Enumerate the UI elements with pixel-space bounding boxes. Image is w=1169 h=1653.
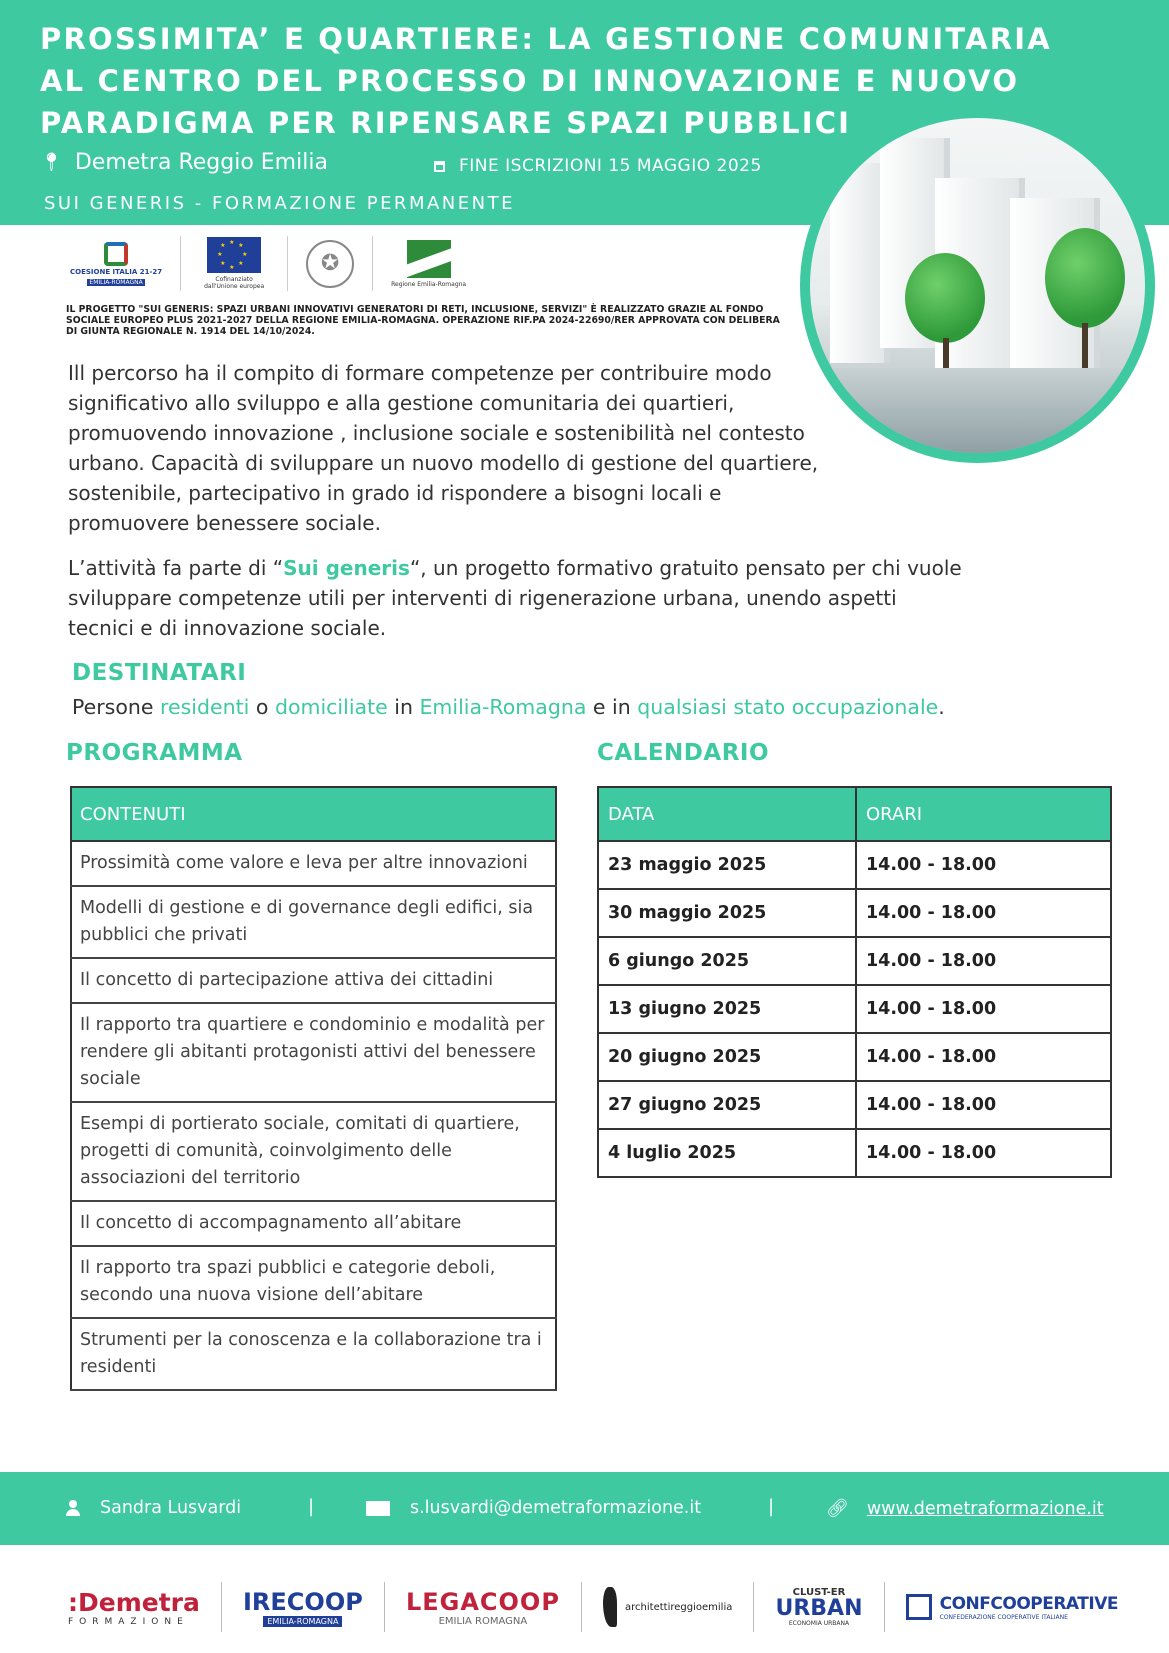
table-header: ORARI (856, 787, 1111, 841)
deadline-label: FINE ISCRIZIONI 15 MAGGIO 2025 (459, 156, 762, 176)
legacoop-logo: LEGACOOP EMILIA ROMAGNA (405, 1587, 560, 1627)
registration-deadline (434, 156, 762, 176)
table-row: Il concetto di accompagnamento all’abitare (71, 1201, 556, 1246)
demetra-logo: :Demetra FORMAZIONE (68, 1587, 200, 1627)
divider: | (768, 1496, 775, 1517)
table-row: Il rapporto tra spazi pubblici e categorie deboli, secondo una nuova visione dell’abitare (71, 1246, 556, 1318)
star-emblem-icon: ✪ (306, 240, 354, 288)
irecoop-logo: IRECOOP EMILIA-ROMAGNA (243, 1587, 363, 1626)
funding-disclaimer: IL PROGETTO "SUI GENERIS: SPAZI URBANI INNOVATIVI GENERATORI DI RETI, INCLUSIONE, SERVIZI" È REALIZZATO GRAZIE AL FONDO SOCIALE EUROPEO PLUS 2021-2027 DELLA REGIONE EMILIA-ROMAGNA. OPERAZIONE RIF.PA 2024-22690/RER APPROVATA CON DELIBERA DI GIUNTA REGIONALE N. 1914 DEL 14/10/2024. (66, 304, 780, 337)
table-row: Esempi di portierato sociale, comitati di quartiere, progetti di comunità, coinvolgimento delle associazioni del territorio (71, 1102, 556, 1201)
contact-name: Sandra Lusvardi (66, 1498, 241, 1518)
programma-heading: PROGRAMMA (66, 740, 243, 766)
page-title: PROSSIMITA’ E QUARTIERE: LA GESTIONE COMUNITARIA AL CENTRO DEL PROCESSO DI INNOVAZIONE E NUOVO PARADIGMA PER RIPENSARE SPAZI PUBBLICI (40, 22, 1052, 140)
destinatari-heading: DESTINATARI (72, 660, 247, 686)
table-row: Il concetto di partecipazione attiva dei cittadini (71, 958, 556, 1003)
eu-logo: ★ ★ ★ ★ ★ ★ ★ ★ Cofinanziato dall'Unione europea (204, 239, 265, 290)
table-row: Prossimità come valore e leva per altre innovazioni (71, 841, 556, 886)
calendario-table (597, 786, 1112, 1178)
destinatari-text: Persone residenti o domiciliate in Emilia-Romagna e in qualsiasi stato occupazionale. (72, 695, 945, 719)
calendar-icon (434, 161, 445, 172)
website-link[interactable]: 🔗︎ www.demetraformazione.it (826, 1498, 1104, 1519)
intro-paragraph: Ill percorso ha il compito di formare competenze per contribuire modo significativo allo sviluppo e alla gestione comunitaria dei quartieri, promuovendo innovazione , inclusione sociale e sostenibilità nel contesto urbano. Capacità di sviluppare un nuovo modello di gestione del quartiere, sostenibile, partecipativo in grado id rispondere a bisogni locali e promuovere benessere sociale. (68, 361, 819, 535)
link-icon: 🔗︎ (826, 1498, 849, 1519)
italian-republic-emblem (306, 240, 354, 288)
intro-paragraph-2: L’attività fa parte di “Sui generis“, un progetto formativo gratuito pensato per chi vuole sviluppare competenze utili per interventi di rigenerazione urbana, unendo aspetti tecnici e di innovazione sociale. (68, 556, 962, 640)
mail-icon (366, 1501, 390, 1516)
table-row: 30 maggio 2025 14.00 - 18.00 (598, 889, 1111, 937)
table-row: 23 maggio 2025 14.00 - 18.00 (598, 841, 1111, 889)
table-header: CONTENUTI (71, 787, 556, 841)
project-subtitle: SUI GENERIS - FORMAZIONE PERMANENTE (44, 193, 515, 214)
funding-logos (70, 236, 466, 291)
table-row: 4 luglio 2025 14.00 - 18.00 (598, 1129, 1111, 1177)
coesione-logo: COESIONE ITALIA 21-27 EMILIA-ROMAGNA (70, 242, 162, 286)
location-pin-icon: 📍︎ (40, 152, 63, 173)
table-row: Strumenti per la conoscenza e la collaborazione tra i residenti (71, 1318, 556, 1390)
table-row: Modelli di gestione e di governance degli edifici, sia pubblici che privati (71, 886, 556, 958)
user-icon (66, 1500, 80, 1516)
table-row: 20 giugno 2025 14.00 - 18.00 (598, 1033, 1111, 1081)
sui-generis-highlight: Sui generis (283, 556, 410, 580)
contact-footer (0, 1472, 1169, 1545)
region-logo: Regione Emilia-Romagna (391, 240, 466, 288)
confcooperative-logo: CONFCOOPERATIVE CONFEDERAZIONE COOPERATIVE ITALIANE (906, 1594, 1118, 1621)
table-header: DATA (598, 787, 856, 841)
table-row: 13 giugno 2025 14.00 - 18.00 (598, 985, 1111, 1033)
programma-table (70, 786, 557, 1391)
clust-er-urban-logo: CLUST-ER URBAN ECONOMIA URBANA (775, 1587, 863, 1627)
divider: | (308, 1496, 315, 1517)
email-link[interactable]: s.lusvardi@demetraformazione.it (366, 1498, 701, 1518)
location-label: Demetra Reggio Emilia (74, 150, 328, 175)
location (40, 150, 328, 175)
partner-logos (68, 1572, 1118, 1642)
calendario-heading: CALENDARIO (597, 740, 770, 766)
eu-flag-icon: ★ ★ ★ ★ ★ ★ ★ ★ (207, 237, 261, 273)
table-row: 27 giugno 2025 14.00 - 18.00 (598, 1081, 1111, 1129)
table-row: 6 giungo 2025 14.00 - 18.00 (598, 937, 1111, 985)
buildings-trees-photo (800, 108, 1155, 463)
table-row: Il rapporto tra quartiere e condominio e modalità per rendere gli abitanti protagonisti attivi del benessere sociale (71, 1003, 556, 1102)
architetti-logo: architettireggioemilia (603, 1587, 732, 1627)
